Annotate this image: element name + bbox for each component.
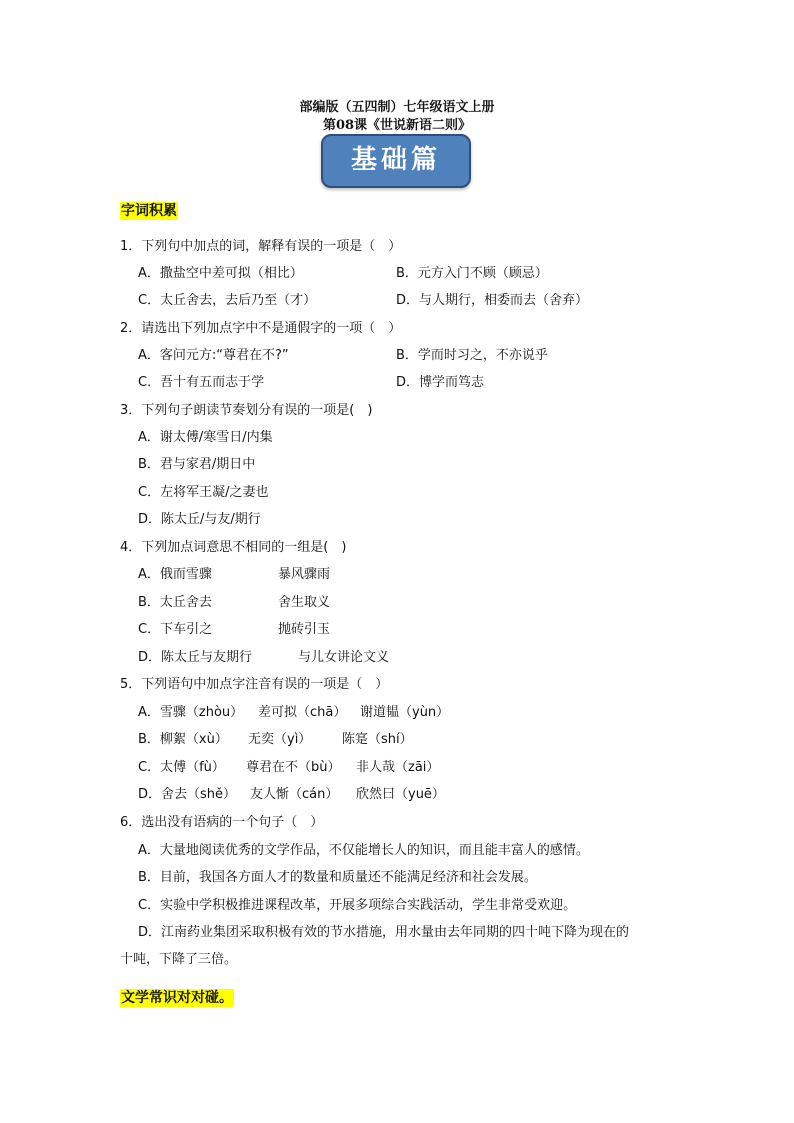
option-a-part-1: A．雪骤（zhòu）	[138, 705, 244, 720]
question-2-option-a: A．客问元方:“尊君在不?”	[138, 348, 289, 363]
option-b-right: 舍生取义	[278, 595, 331, 610]
option-a-right: 暴风骤雨	[278, 567, 331, 582]
question-3-option-d: D．陈太丘/与友/期行	[138, 512, 261, 527]
option-c-part-1: C．太傅（fù）	[138, 760, 225, 775]
question-3-option-c: C．左将军王凝/之妻也	[138, 485, 269, 500]
document-title: 部编版（五四制）七年级语文上册	[299, 100, 495, 115]
option-b-part-3: 陈寔（shí）	[342, 732, 413, 747]
question-5-option-a	[138, 704, 449, 722]
option-a-part-2: 差可拟（chā）	[258, 705, 347, 720]
question-6-stem: 6．选出没有语病的一个句子（ ）	[120, 815, 324, 830]
option-a-left: A．俄而雪骤	[138, 567, 212, 582]
option-d-right: 与儿女讲论文义	[298, 650, 390, 665]
question-5-option-c	[138, 759, 439, 777]
question-1-option-b: B．元方入门不顾（顾忌）	[396, 266, 548, 281]
option-c-part-2: 尊君在不（bù）	[246, 760, 341, 775]
question-2-option-c: C．吾十有五而志于学	[138, 375, 265, 390]
question-4-option-c	[138, 621, 330, 639]
lesson-title: 第08课《世说新语二则》	[322, 118, 472, 133]
question-5-option-d	[138, 786, 445, 804]
option-c-left: C．下车引之	[138, 622, 213, 637]
question-2-stem: 2．请选出下列加点字中不是通假字的一项（ ）	[120, 321, 402, 336]
question-2-option-d: D．博学而笃志	[396, 375, 485, 390]
section-heading-literature: 文学常识对对碰。	[121, 990, 233, 1006]
question-5-option-b	[138, 731, 413, 749]
question-1-option-a: A．撒盐空中差可拟（相比）	[138, 266, 303, 281]
option-d-part-1: D．舍去（shě）	[138, 787, 237, 802]
question-5-stem: 5．下列语句中加点字注音有误的一项是（ ）	[120, 677, 389, 692]
option-c-part-3: 非人哉（zāi）	[356, 760, 440, 775]
question-4-stem: 4．下列加点词意思不相同的一组是( )	[120, 540, 347, 555]
question-1-stem: 1．下列句中加点的词，解释有误的一项是（ ）	[120, 239, 402, 254]
question-2-option-b: B．学而时习之，不亦说乎	[396, 348, 548, 363]
question-6-option-d: D．江南药业集团采取积极有效的节水措施，用水量由去年同期的四十吨下降为现在的	[138, 925, 630, 940]
option-d-part-3: 欣然曰（yuē）	[356, 787, 445, 802]
option-d-left: D．陈太丘与友期行	[138, 650, 253, 665]
option-d-part-2: 友人惭（cán）	[250, 787, 339, 802]
question-4-option-d	[138, 649, 389, 667]
question-1-option-d: D．与人期行，相委而去（舍弃）	[396, 293, 589, 308]
question-6-option-c: C．实验中学积极推进课程改革，开展多项综合实践活动，学生非常受欢迎。	[138, 898, 577, 913]
option-b-left: B．太丘舍去	[138, 595, 212, 610]
section-heading-vocabulary: 字词积累	[121, 203, 177, 219]
question-3-option-b: B．君与家君/期日中	[138, 457, 256, 472]
question-3-option-a: A．谢太傅/寒雪日/内集	[138, 430, 273, 445]
question-4-option-a	[138, 566, 330, 584]
question-6-option-b: B．目前，我国各方面人才的数量和质量还不能满足经济和社会发展。	[138, 870, 537, 885]
option-a-part-3: 谢道韫（yùn）	[360, 705, 450, 720]
section-banner: 基础篇	[321, 134, 471, 188]
option-b-part-2: 无奕（yì）	[248, 732, 312, 747]
option-b-part-1: B．柳絮（xù）	[138, 732, 228, 747]
question-1-option-c: C．太丘舍去，去后乃至（才）	[138, 293, 317, 308]
question-6-option-d-continued: 十吨，下降了三倍。	[120, 952, 238, 967]
question-3-stem: 3．下列句子朗读节奏划分有误的一项是( )	[120, 403, 373, 418]
question-6-option-a: A．大量地阅读优秀的文学作品，不仅能增长人的知识，而且能丰富人的感情。	[138, 843, 589, 858]
question-4-option-b	[138, 594, 330, 612]
option-c-right: 抛砖引玉	[278, 622, 331, 637]
